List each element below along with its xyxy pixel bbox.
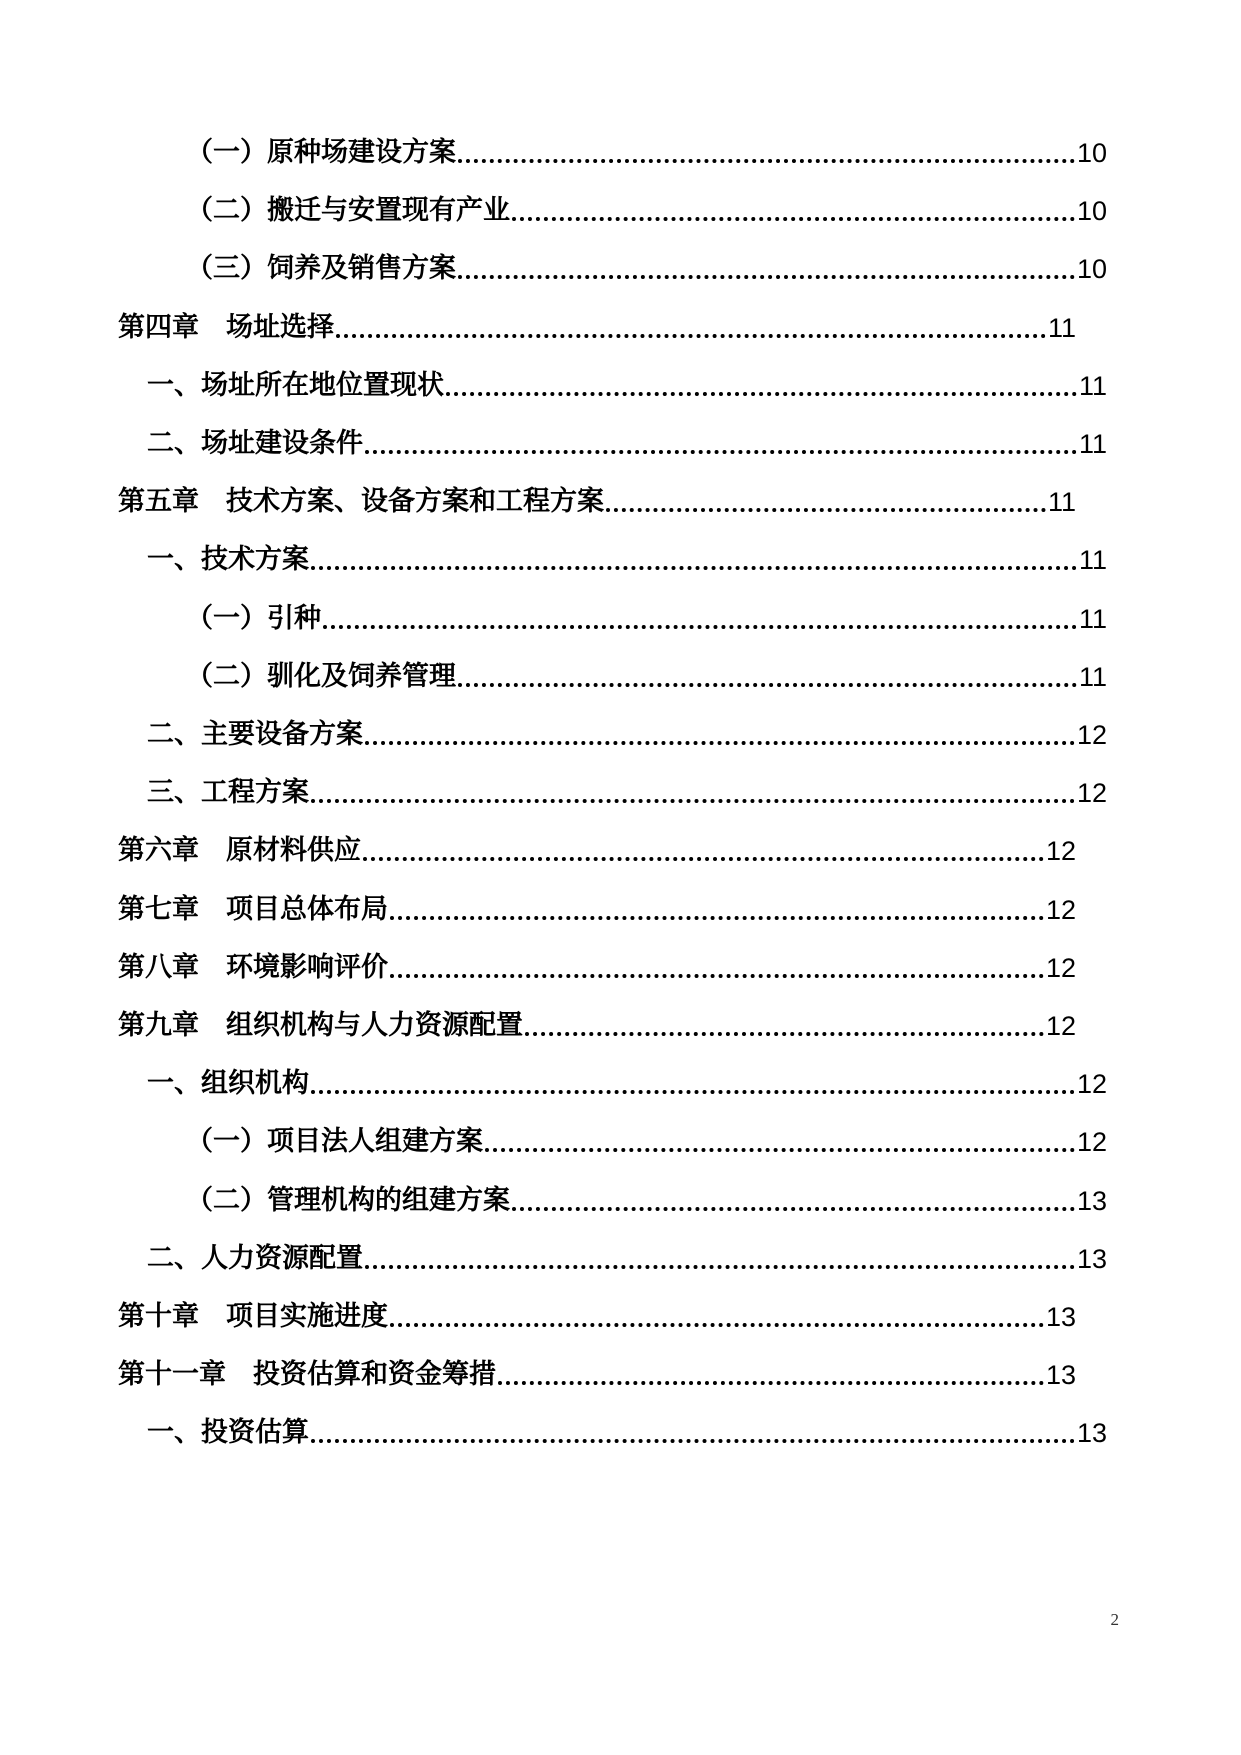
dot-leader xyxy=(363,831,1044,871)
toc-entry-page: 12 xyxy=(1076,720,1107,750)
toc-entry-title: 一、组织机构 xyxy=(147,1068,309,1099)
toc-entry-title: 二、主要设备方案 xyxy=(147,719,363,750)
toc-entry-title: 第五章 技术方案、设备方案和工程方案 xyxy=(118,486,604,517)
toc-entry-page: 11 xyxy=(1078,662,1107,692)
toc-entry[interactable] xyxy=(147,1064,1107,1104)
toc-entry-title: 第十章 项目实施进度 xyxy=(118,1301,388,1332)
dot-leader xyxy=(485,1122,1075,1162)
toc-entry-page: 12 xyxy=(1076,1127,1107,1157)
dot-leader xyxy=(311,1064,1075,1104)
dot-leader xyxy=(446,366,1077,406)
toc-entry-title: （二）管理机构的组建方案 xyxy=(186,1185,510,1216)
toc-entry[interactable] xyxy=(118,948,1076,988)
toc-entry-page: 13 xyxy=(1045,1360,1076,1390)
toc-entry[interactable] xyxy=(147,1239,1107,1279)
dot-leader xyxy=(311,1413,1075,1453)
toc-entry-title: （二）驯化及饲养管理 xyxy=(186,661,456,692)
dot-leader xyxy=(390,948,1044,988)
toc-entry[interactable] xyxy=(186,191,1107,231)
toc-entry-page: 11 xyxy=(1078,429,1107,459)
toc-entry[interactable] xyxy=(118,1297,1076,1337)
toc-entry[interactable] xyxy=(118,308,1076,348)
toc-entry-page: 12 xyxy=(1076,1069,1107,1099)
toc-entry-page: 11 xyxy=(1078,604,1107,634)
toc-entry-page: 11 xyxy=(1047,313,1076,343)
toc-entry-title: （三）饲养及销售方案 xyxy=(186,253,456,284)
toc-entry-page: 11 xyxy=(1078,545,1107,575)
toc-entry-title: 一、投资估算 xyxy=(147,1417,309,1448)
toc-entry[interactable] xyxy=(147,773,1107,813)
toc-entry-page: 12 xyxy=(1045,836,1076,866)
toc-entry-title: 一、场址所在地位置现状 xyxy=(147,370,444,401)
toc-entry-page: 12 xyxy=(1045,895,1076,925)
dot-leader xyxy=(512,1181,1075,1221)
dot-leader xyxy=(458,657,1077,697)
toc-entry[interactable] xyxy=(186,599,1107,639)
toc-entry[interactable] xyxy=(118,831,1076,871)
dot-leader xyxy=(458,249,1075,289)
toc-entry-title: （一）项目法人组建方案 xyxy=(186,1126,483,1157)
toc-entry[interactable] xyxy=(147,424,1107,464)
toc-entry-title: 第十一章 投资估算和资金筹措 xyxy=(118,1359,496,1390)
toc-entry[interactable] xyxy=(186,1122,1107,1162)
toc-entry[interactable] xyxy=(147,540,1107,580)
toc-entry-page: 13 xyxy=(1045,1302,1076,1332)
toc-entry[interactable] xyxy=(118,1355,1076,1395)
dot-leader xyxy=(390,890,1044,930)
dot-leader xyxy=(525,1006,1044,1046)
toc-entry[interactable] xyxy=(118,890,1076,930)
dot-leader xyxy=(365,715,1075,755)
dot-leader xyxy=(365,424,1077,464)
toc-entry-page: 13 xyxy=(1076,1244,1107,1274)
toc-entry-page: 12 xyxy=(1045,953,1076,983)
toc-entry-page: 10 xyxy=(1076,196,1107,226)
toc-entry[interactable] xyxy=(118,1006,1076,1046)
toc-entry[interactable] xyxy=(147,1413,1107,1453)
dot-leader xyxy=(512,191,1075,231)
dot-leader xyxy=(390,1297,1044,1337)
toc-entry[interactable] xyxy=(147,366,1107,406)
toc-entry-title: 二、场址建设条件 xyxy=(147,428,363,459)
toc-entry-page: 12 xyxy=(1076,778,1107,808)
toc-entry-page: 12 xyxy=(1045,1011,1076,1041)
toc-entry-title: （一）原种场建设方案 xyxy=(186,137,456,168)
toc-entry[interactable] xyxy=(118,482,1076,522)
toc-entry-title: 三、工程方案 xyxy=(147,777,309,808)
toc-entry-page: 11 xyxy=(1078,371,1107,401)
toc-entry[interactable] xyxy=(186,133,1107,173)
dot-leader xyxy=(458,133,1075,173)
dot-leader xyxy=(323,599,1077,639)
dot-leader xyxy=(498,1355,1044,1395)
toc-entry-page: 13 xyxy=(1076,1418,1107,1448)
toc-entry-title: 第七章 项目总体布局 xyxy=(118,894,388,925)
toc-entry[interactable] xyxy=(147,715,1107,755)
page-number: 2 xyxy=(1110,1610,1119,1629)
toc-entry-title: 第九章 组织机构与人力资源配置 xyxy=(118,1010,523,1041)
toc-entry-title: （一）引种 xyxy=(186,603,321,634)
toc-entry-title: （二）搬迁与安置现有产业 xyxy=(186,195,510,226)
dot-leader xyxy=(365,1239,1075,1279)
dot-leader xyxy=(311,773,1075,813)
dot-leader xyxy=(606,482,1046,522)
toc-entry-page: 10 xyxy=(1076,138,1107,168)
dot-leader xyxy=(336,308,1046,348)
toc-entry[interactable] xyxy=(186,249,1107,289)
toc-entry-title: 一、技术方案 xyxy=(147,544,309,575)
toc-entry-page: 11 xyxy=(1047,487,1076,517)
toc-entry-title: 第四章 场址选择 xyxy=(118,312,334,343)
toc-entry-title: 二、人力资源配置 xyxy=(147,1243,363,1274)
toc-entry[interactable] xyxy=(186,657,1107,697)
dot-leader xyxy=(311,540,1077,580)
toc-entry-title: 第八章 环境影响评价 xyxy=(118,952,388,983)
toc-entry-title: 第六章 原材料供应 xyxy=(118,835,361,866)
toc-entry-page: 10 xyxy=(1076,254,1107,284)
toc-entry[interactable] xyxy=(186,1181,1107,1221)
toc-entry-page: 13 xyxy=(1076,1186,1107,1216)
